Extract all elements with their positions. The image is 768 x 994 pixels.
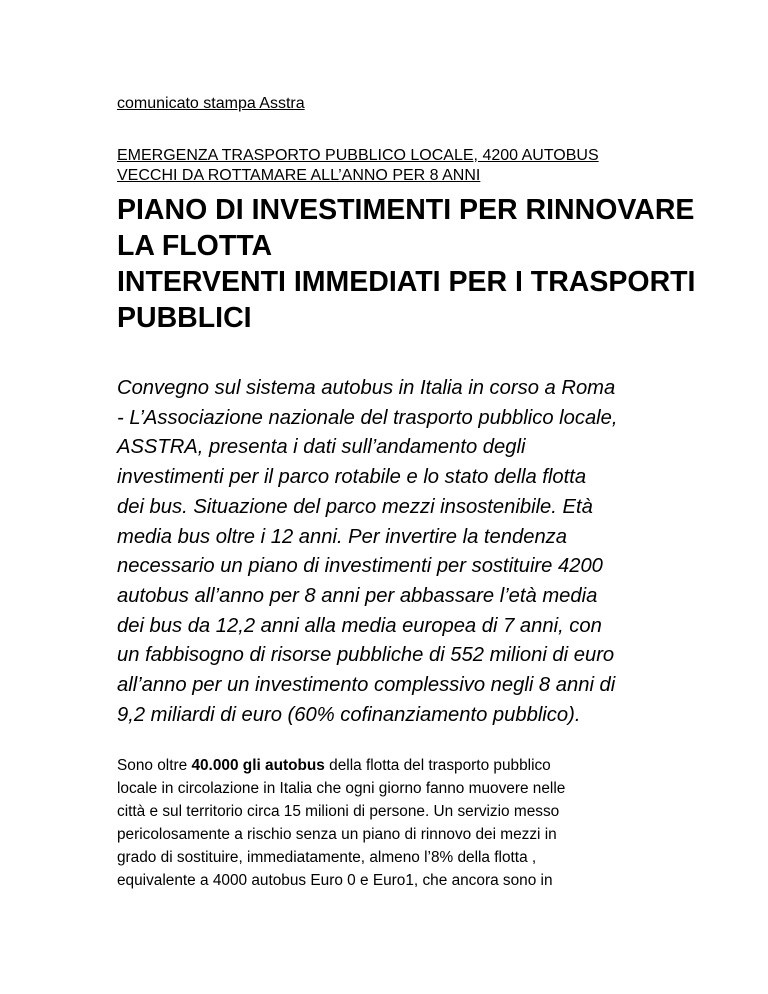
headline-line: LA FLOTTA: [117, 230, 273, 262]
lead-line: necessario un piano di investimenti per sostituire 4200: [117, 555, 603, 578]
lead-line: media bus oltre i 12 anni. Per invertire la tendenza: [117, 525, 567, 548]
headline: [117, 192, 696, 336]
press-release-page: [117, 94, 696, 893]
body-line: locale in circolazione in Italia che ogni giorno fanno muovere nelle: [117, 780, 566, 798]
body-line: grado di sostituire, immediatamente, almeno l’8% della flotta ,: [117, 849, 537, 867]
lead-line: 9,2 miliardi di euro (60% cofinanziamento pubblico).: [117, 703, 581, 726]
headline-line: INTERVENTI IMMEDIATI PER I TRASPORTI: [117, 266, 696, 298]
body-line: equivalente a 4000 autobus Euro 0 e Euro1, che ancora sono in: [117, 871, 553, 889]
subheading: [117, 146, 677, 186]
subheading-line: VECCHI DA ROTTAMARE ALL’ANNO PER 8 ANNI: [117, 167, 481, 184]
lead-line: ASSTRA, presenta i dati sull’andamento degli: [117, 436, 526, 459]
body-paragraph: [117, 755, 677, 892]
lead-line: - L’Associazione nazionale del trasporto pubblico locale,: [117, 406, 618, 429]
lead-line: dei bus. Situazione del parco mezzi insostenibile. Età: [117, 495, 593, 518]
lead-line: all’anno per un investimento complessivo negli 8 anni di: [117, 674, 616, 697]
headline-line: PIANO DI INVESTIMENTI PER RINNOVARE: [117, 194, 695, 226]
lead-line: dei bus da 12,2 anni alla media europea di 7 anni, con: [117, 614, 602, 637]
lead-line: investimenti per il parco rotabile e lo stato della flotta: [117, 466, 587, 489]
lead-line: un fabbisogno di risorse pubbliche di 552 milioni di euro: [117, 644, 615, 667]
headline-line: PUBBLICI: [117, 302, 252, 334]
press-release-label: comunicato stampa Asstra: [117, 95, 305, 112]
subheading-line: EMERGENZA TRASPORTO PUBBLICO LOCALE, 4200 AUTOBUS: [117, 147, 599, 164]
body-line: [117, 755, 677, 778]
body-text-segment: Sono oltre: [117, 757, 192, 775]
body-text-segment: della flotta del trasporto pubblico: [324, 757, 551, 775]
lead-line: autobus all’anno per 8 anni per abbassare l’età media: [117, 584, 598, 607]
body-bold-segment: 40.000 gli autobus: [191, 757, 325, 775]
lead-line: Convegno sul sistema autobus in Italia in corso a Roma: [117, 377, 616, 399]
body-line: città e sul territorio circa 15 milioni di persone. Un servizio messo: [117, 803, 560, 821]
body-line: pericolosamente a rischio senza un piano di rinnovo dei mezzi in: [117, 826, 557, 844]
lead-paragraph: [117, 374, 677, 730]
